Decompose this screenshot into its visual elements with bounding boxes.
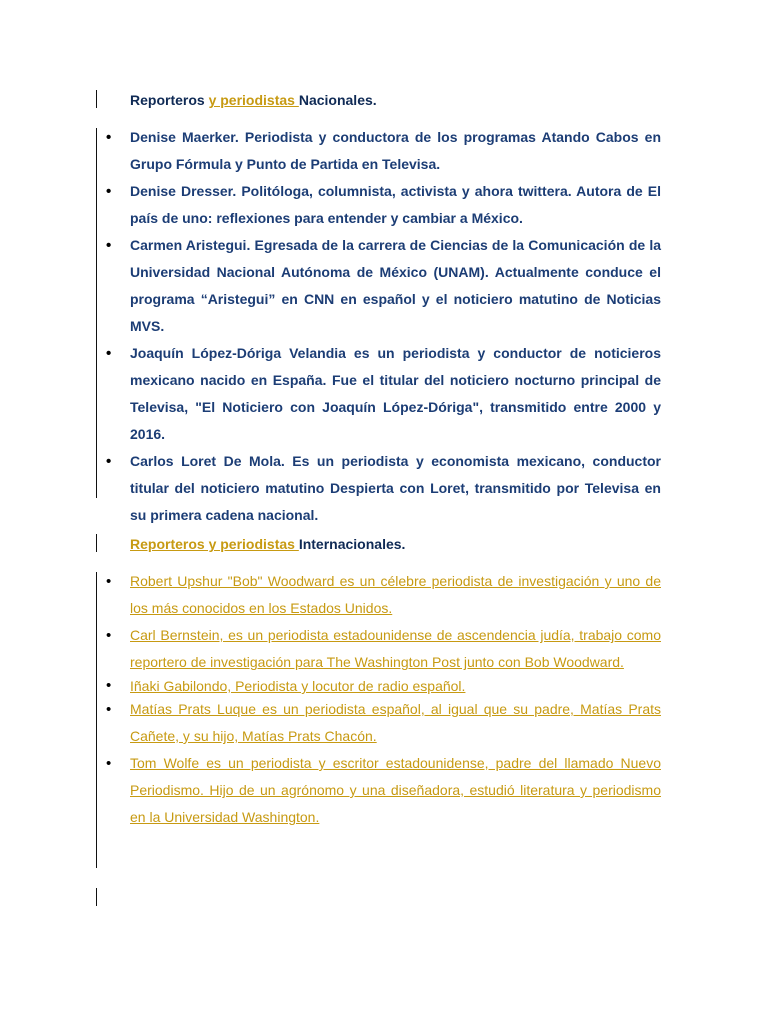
change-bar-bottom bbox=[96, 888, 97, 906]
list-item-woodward[interactable] bbox=[105, 568, 661, 622]
link-gabilondo[interactable]: Iñaki Gabilondo, Periodista y locutor de radio español. bbox=[130, 678, 466, 694]
list-item-lopez-doriga: • Joaquín López-Dóriga Velandia es un periodista y conductor de noticieros mexicano nacido en España. Fue el titular del noticiero nocturno principal de Televisa, "El Noticiero con Joaquín López-Dóriga", transmitido entre 2000 y 2016. bbox=[105, 340, 661, 448]
heading-national-link[interactable]: y periodistas bbox=[208, 92, 299, 108]
heading-national bbox=[130, 92, 377, 108]
change-bar-list-national bbox=[96, 128, 97, 498]
list-item-aristegui: • Carmen Aristegui. Egresada de la carrera de Ciencias de la Comunicación de la Universidad Nacional Autónoma de México (UNAM). Actualmente conduce el programa “Aristegui” en CNN en español y el noticiero matutino de Noticias MVS. bbox=[105, 232, 661, 340]
list-item-maerker: • Denise Maerker. Periodista y conductora de los programas Atando Cabos en Grupo Fórmula y Punto de Partida en Televisa. bbox=[105, 124, 661, 178]
list-international bbox=[105, 568, 661, 831]
link-bernstein[interactable]: Carl Bernstein, es un periodista estadounidense de ascendencia judía, trabajo como reportero de investigación para The Washington Post junto con Bob Woodward. bbox=[130, 627, 661, 670]
list-item-prats[interactable] bbox=[105, 696, 661, 750]
list-item-gabilondo[interactable] bbox=[105, 676, 661, 696]
list-item-bernstein[interactable] bbox=[105, 622, 661, 676]
link-prats[interactable]: Matías Prats Luque es un periodista español, al igual que su padre, Matías Prats Cañete, y su hijo, Matías Prats Chacón. bbox=[130, 701, 661, 744]
link-woodward[interactable]: Robert Upshur "Bob" Woodward es un célebre periodista de investigación y uno de los más conocidos en los Estados Unidos. bbox=[130, 573, 661, 616]
heading-international-link[interactable]: Reporteros y periodistas bbox=[130, 536, 299, 552]
heading-national-prefix: Reporteros bbox=[130, 92, 209, 108]
list-item-wolfe[interactable] bbox=[105, 750, 661, 831]
link-wolfe[interactable]: Tom Wolfe es un periodista y escritor estadounidense, padre del llamado Nuevo Periodismo. Hijo de un agrónomo y una diseñadora, estudió literatura y periodismo en la Universidad Washington. bbox=[130, 755, 661, 825]
list-national bbox=[105, 124, 661, 529]
change-bar-heading-international bbox=[96, 534, 97, 552]
heading-international-suffix: Internacionales. bbox=[298, 536, 406, 552]
heading-national-suffix: Nacionales. bbox=[298, 92, 377, 108]
change-bar-list-international bbox=[96, 572, 97, 868]
change-bar-heading-national bbox=[96, 90, 97, 108]
list-item-dresser: • Denise Dresser. Politóloga, columnista, activista y ahora twittera. Autora de El país de uno: reflexiones para entender y cambiar a México. bbox=[105, 178, 661, 232]
heading-international bbox=[130, 536, 405, 552]
list-item-loret-de-mola: • Carlos Loret De Mola. Es un periodista y economista mexicano, conductor titular del noticiero matutino Despierta con Loret, transmitido por Televisa en su primera cadena nacional. bbox=[105, 448, 661, 529]
